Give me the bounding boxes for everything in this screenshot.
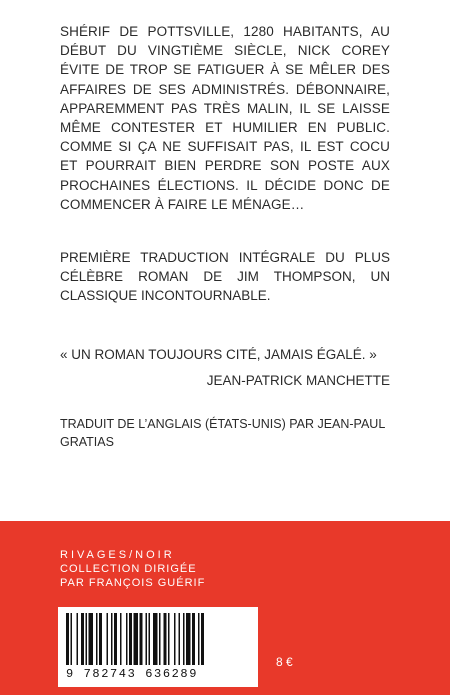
barcode-bar [198, 613, 200, 665]
barcode-bar [126, 613, 128, 665]
barcode-bar [66, 613, 69, 665]
barcode-bar [111, 613, 113, 665]
barcode-bar [153, 613, 158, 665]
barcode-bar [114, 613, 117, 665]
barcode-bar [146, 613, 148, 665]
barcode-bar [201, 613, 204, 665]
barcode-bar [192, 613, 195, 665]
barcode-bar [107, 613, 109, 665]
barcode-bar [129, 613, 132, 665]
barcode-bar [164, 613, 167, 665]
summary-paragraph [60, 22, 390, 214]
collection-info [60, 548, 230, 590]
quote-author: JEAN-PATRICK MANCHETTE [206, 373, 390, 388]
summary-text: SHÉRIF DE POTTSVILLE, 1280 HABITANTS, AU DÉBUT DU VINGTIÈME SIÈCLE, NICK COREY ÉVITE DE TROP SE FATIGUER À SE MÊLER DES AFFAIRES DE SES ADMINISTRÉS. DÉBONNAIRE, APPAREMMENT PAS TRÈS MALIN, IL SE LAISSE MÊME CONTESTER ET HUMILIER EN PUBLIC. COMME SI ÇA NE SUFFISAIT PAS, IL EST COCU ET POURRAIT BIEN PERDRE SON POSTE AUX PROCHAINES ÉLECTIONS. IL DÉCIDE DONC DE COMMENCER À FAIRE LE MÉNAGE… [60, 24, 390, 212]
barcode-bar [140, 613, 143, 665]
barcode [58, 607, 258, 687]
price: 8 € [276, 655, 293, 669]
barcode-bar [81, 613, 84, 665]
barcode-bar [96, 613, 98, 665]
barcode-bar [174, 613, 176, 665]
barcode-bar [71, 613, 73, 665]
barcode-bar [168, 613, 170, 665]
barcode-bars [66, 613, 252, 665]
barcode-bar [134, 613, 139, 665]
translator-credit: TRADUIT DE L’ANGLAIS (ÉTATS-UNIS) PAR JEAN-PAUL GRATIAS [60, 417, 385, 449]
collection-line-2: PAR FRANÇOIS GUÉRIF [60, 577, 206, 589]
press-quote: « UN ROMAN TOUJOURS CITÉ, JAMAIS ÉGALÉ. » [60, 347, 377, 362]
barcode-bar [89, 613, 94, 665]
barcode-bar [149, 613, 151, 665]
barcode-bar [99, 613, 102, 665]
barcode-bar [183, 613, 185, 665]
collection-brand: RIVAGES/NOIR [60, 549, 175, 561]
barcode-bar [77, 613, 79, 665]
presentation-paragraph: PREMIÈRE TRADUCTION INTÉGRALE DU PLUS CÉLÈBRE ROMAN DE JIM THOMPSON, UN CLASSIQUE INCONTOURNABLE. [60, 250, 390, 304]
isbn-number: 9 782743 636289 [66, 667, 199, 681]
barcode-bar [186, 613, 191, 665]
barcode-bar [86, 613, 88, 665]
barcode-bar [179, 613, 181, 665]
collection-line-1: COLLECTION DIRIGÉE [60, 563, 197, 575]
barcode-bar [120, 613, 122, 665]
barcode-bar [159, 613, 161, 665]
